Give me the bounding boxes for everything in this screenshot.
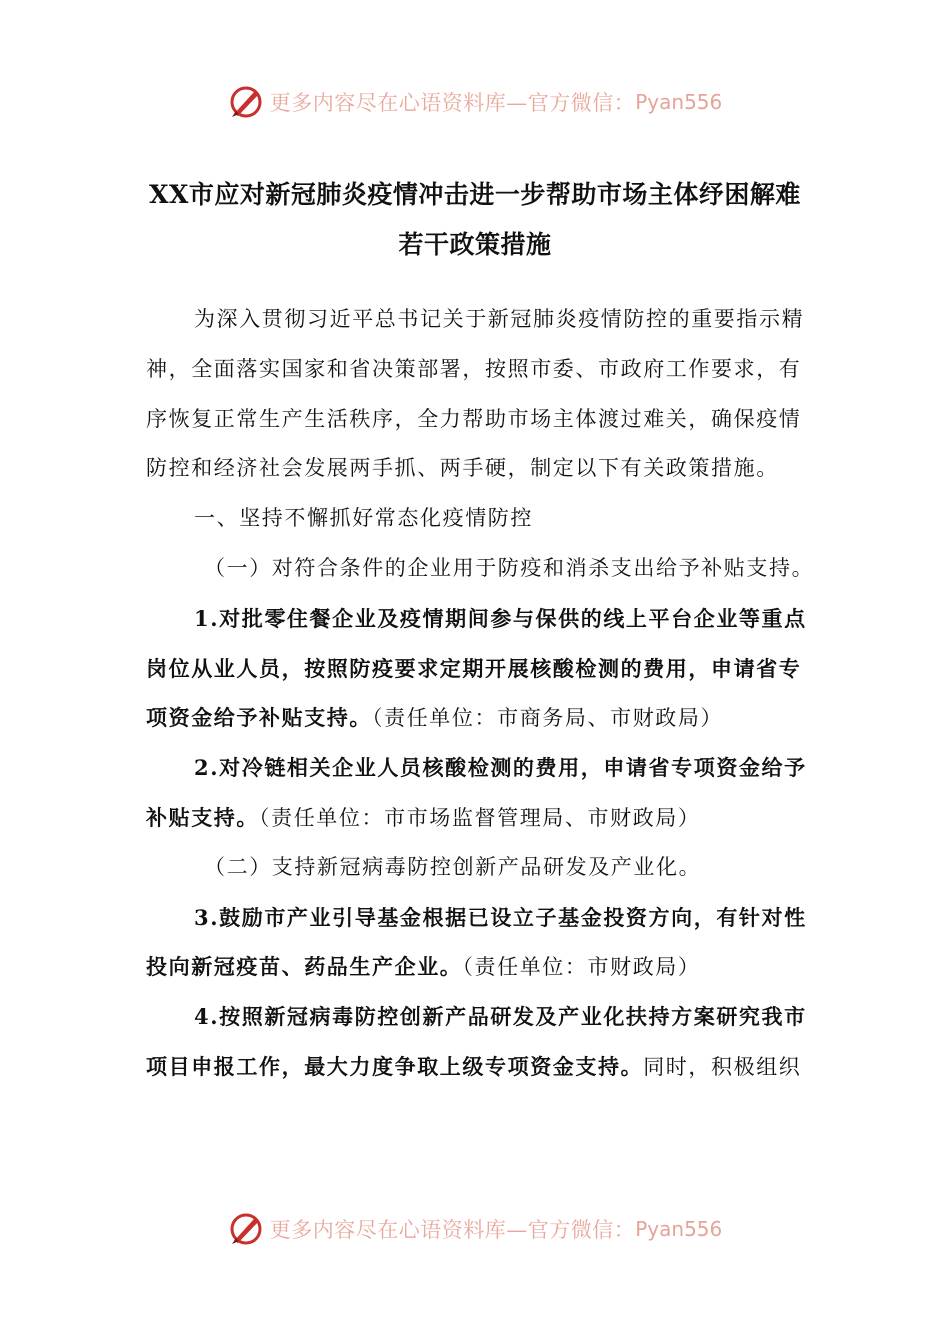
item-1-line-1: 1.对批零住餐企业及疫情期间参与保供的线上平台企业等重点	[194, 605, 807, 631]
item-3-responsible-note: （责任单位：市财政局）	[462, 955, 701, 980]
subsection-heading-2: （二）支持新冠病毒防控创新产品研发及产业化。	[204, 854, 702, 879]
document-title-line-2: 若干政策措施	[398, 230, 552, 259]
document-body	[146, 295, 815, 1092]
intro-line-2: 神，全面落实国家和省决策部署，按照市委、市政府工作要求，有	[146, 356, 802, 381]
watermark-wechat-id: Pyan556	[635, 1217, 723, 1241]
item-1-line-3	[146, 693, 802, 743]
item-4-bold-text: 项目申报工作，最大力度争取上级专项资金支持。	[146, 1053, 644, 1079]
watermark-banner-top	[0, 80, 950, 124]
item-1-line-2: 岗位从业人员，按照防疫要求定期开展核酸检测的费用，申请省专	[146, 655, 802, 681]
item-1-bold-text: 项资金给予补贴支持。	[146, 705, 372, 731]
section-heading-1: 一、坚持不懈抓好常态化疫情防控	[194, 506, 533, 531]
item-3-bold-text: 投向新冠疫苗、药品生产企业。	[146, 954, 463, 980]
pen-logo-icon	[228, 84, 264, 120]
document-title-line-1: XX市应对新冠肺炎疫情冲击进一步帮助市场主体纾困解难	[149, 180, 801, 209]
item-2-bold-text: 补贴支持。	[146, 804, 259, 830]
watermark-wechat-id: Pyan556	[635, 90, 723, 114]
item-1-responsible-note: （责任单位：市商务局、市财政局）	[372, 706, 724, 731]
item-3-line-1: 3.鼓励市产业引导基金根据已设立子基金投资方向，有针对性	[194, 904, 807, 930]
intro-line-4: 防控和经济社会发展两手抓、两手硬，制定以下有关政策措施。	[146, 456, 779, 481]
intro-line-3: 序恢复正常生产生活秩序，全力帮助市场主体渡过难关，确保疫情	[146, 406, 802, 431]
item-4-continuation-text: 同时，积极组织	[643, 1054, 802, 1079]
item-3-line-2	[146, 942, 802, 992]
item-2-line-1: 2.对冷链相关企业人员核酸检测的费用，申请省专项资金给予	[194, 755, 807, 781]
intro-line-1: 为深入贯彻习近平总书记关于新冠肺炎疫情防控的重要指示精	[194, 307, 805, 331]
watermark-text: 更多内容尽在心语资料库—官方微信：	[269, 91, 636, 115]
pen-logo-icon	[228, 1211, 264, 1247]
item-2-responsible-note: （责任单位：市市场监督管理局、市财政局）	[259, 805, 701, 830]
watermark-text: 更多内容尽在心语资料库—官方微信：	[269, 1218, 636, 1242]
item-4-line-1: 4.按照新冠病毒防控创新产品研发及产业化扶持方案研究我市	[194, 1004, 807, 1030]
item-4-line-2	[146, 1042, 802, 1092]
watermark-banner-bottom	[0, 1207, 950, 1251]
item-2-line-2	[146, 793, 802, 843]
subsection-heading-1: （一）对符合条件的企业用于防疫和消杀支出给予补贴支持。	[204, 555, 815, 580]
